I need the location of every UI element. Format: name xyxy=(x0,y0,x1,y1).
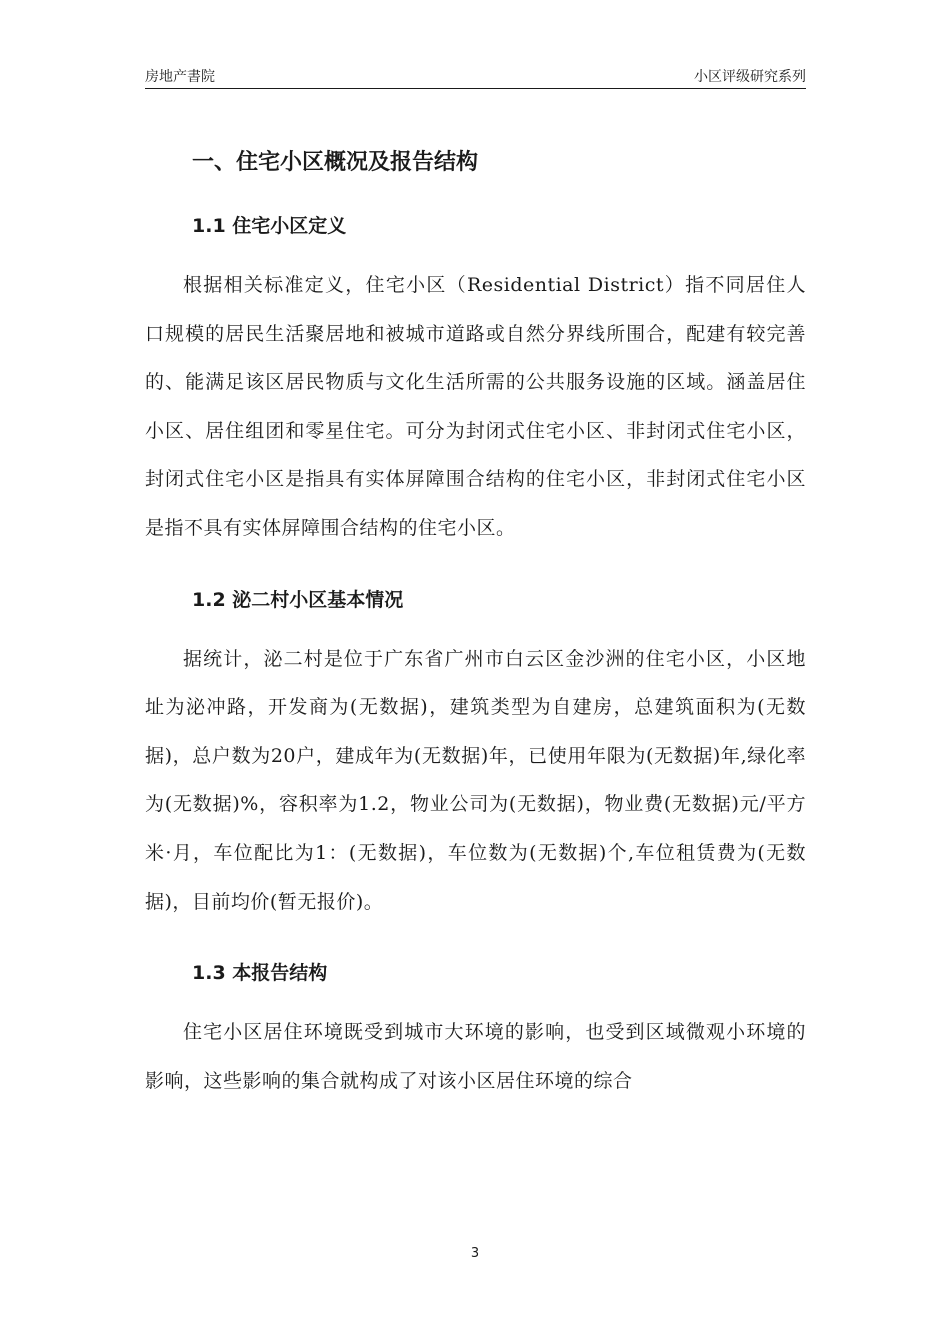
section-paragraph-1-1: 根据相关标准定义，住宅小区（Residential District）指不同居住人口规模的居民生活聚居地和被城市道路或自然分界线所围合，配建有较完善的、能满足该区居民物质与文化生活所需的公共服务设施的区域。涵盖居住小区、居住组团和零星住宅。可分为封闭式住宅小区、非封闭式住宅小区，封闭式住宅小区是指具有实体屏障围合结构的住宅小区，非封闭式住宅小区是指不具有实体屏障围合结构的住宅小区。 xyxy=(145,274,806,539)
chapter-title: 一、住宅小区概况及报告结构 xyxy=(192,150,479,175)
page-header xyxy=(145,66,806,89)
header-right-text: 小区评级研究系列 xyxy=(694,69,806,85)
page-content xyxy=(145,135,806,1117)
section-heading-1-3: 1.3 本报告结构 xyxy=(192,962,328,985)
section-heading-1-2: 1.2 泌二村小区基本情况 xyxy=(192,588,404,611)
section-paragraph-1-3: 住宅小区居住环境既受到城市大环境的影响，也受到区域微观小环境的影响，这些影响的集合就构成了对该小区居住环境的综合 xyxy=(145,1021,806,1092)
page-number: 3 xyxy=(470,1246,480,1261)
header-left-text: 房地产書院 xyxy=(145,69,215,85)
section-heading-1-1: 1.1 住宅小区定义 xyxy=(192,215,347,237)
section-paragraph-1-2: 据统计，泌二村是位于广东省广州市白云区金沙洲的住宅小区，小区地址为泌冲路，开发商为(无数据)，建筑类型为自建房，总建筑面积为(无数据)，总户数为20户，建成年为(无数据)年，已使用年限为(无数据)年,绿化率为(无数据)%，容积率为1.2，物业公司为(无数据)，物业费(无数据)元/平方米·月，车位配比为1：(无数据)，车位数为(无数据)个,车位租赁费为(无数据)，目前均价(暂无报价)。 xyxy=(145,647,806,913)
